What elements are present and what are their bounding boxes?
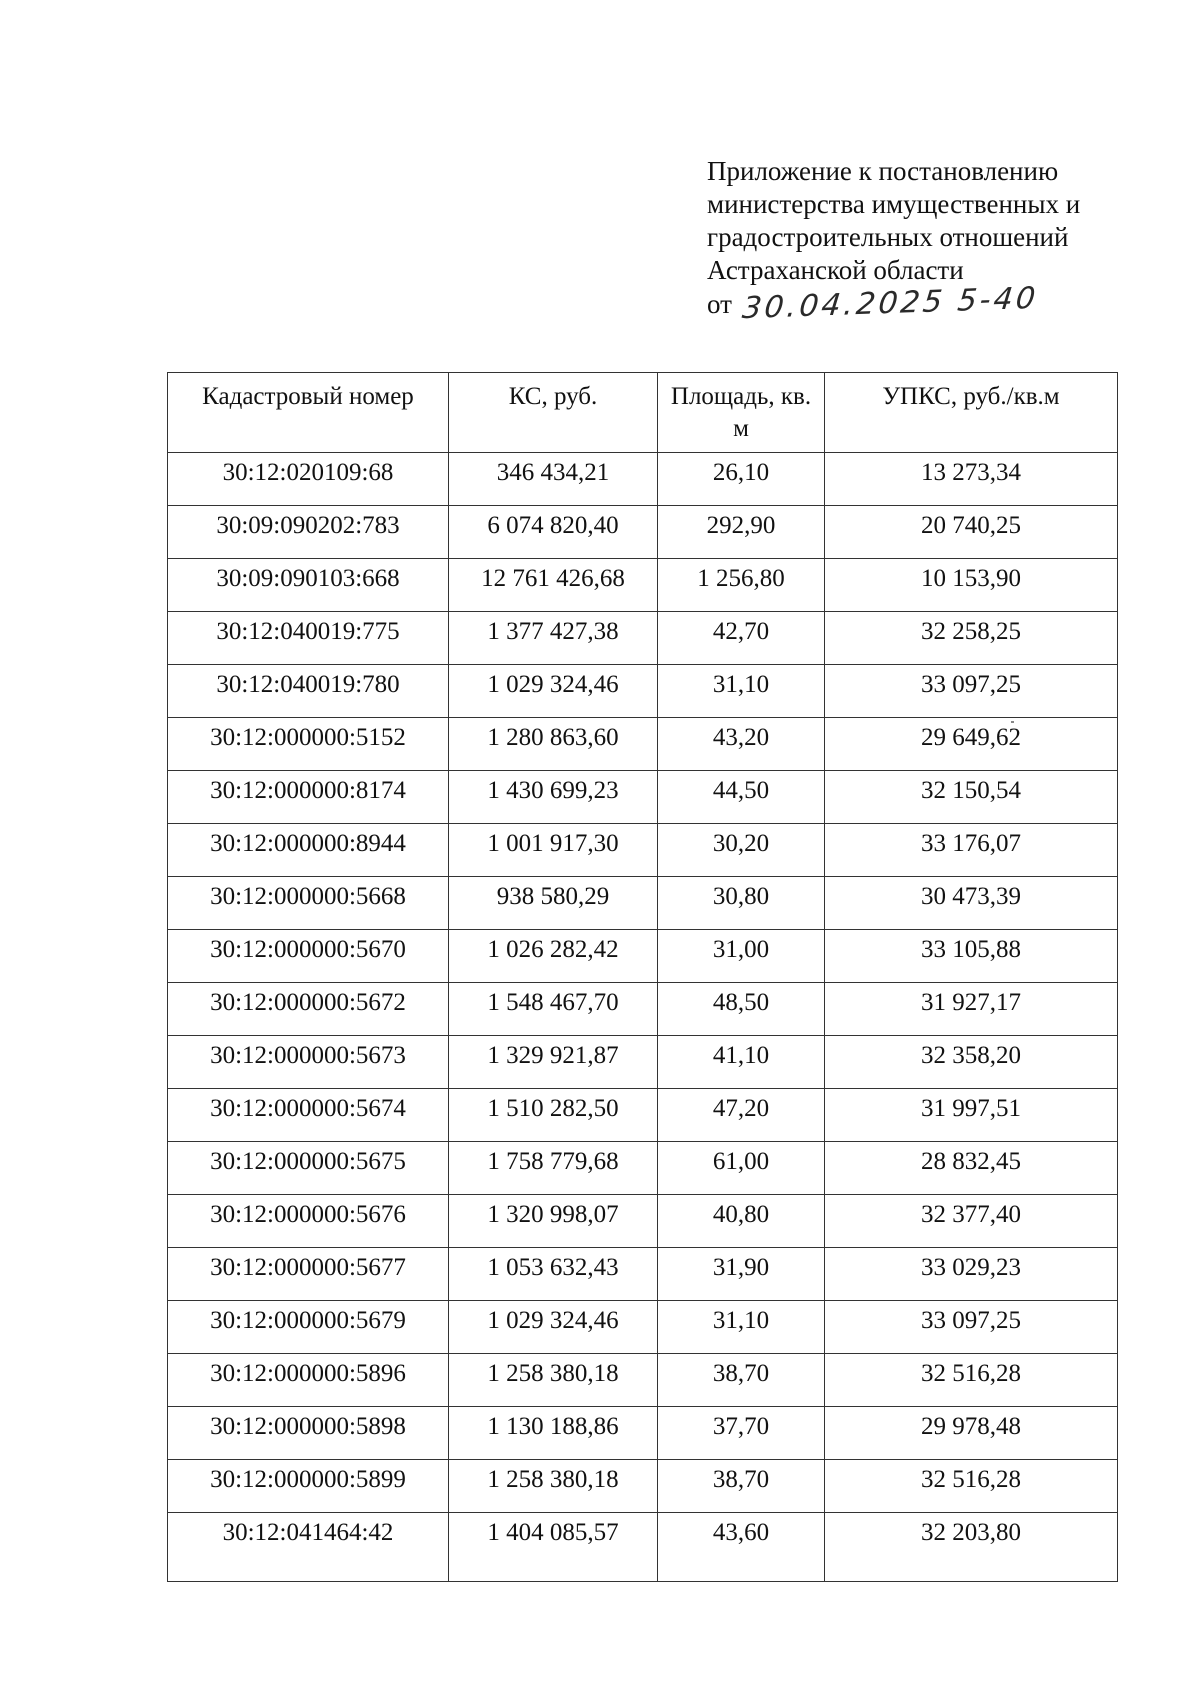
cadastral-number-cell: 30:12:000000:5675 bbox=[168, 1142, 449, 1195]
table-row bbox=[168, 453, 1118, 506]
unit-value-cell: 33 029,23 bbox=[825, 1248, 1118, 1301]
area-cell: 43,60 bbox=[658, 1513, 825, 1582]
area-cell: 61,00 bbox=[658, 1142, 825, 1195]
area-cell: 47,20 bbox=[658, 1089, 825, 1142]
cadastral-value-cell: 346 434,21 bbox=[449, 453, 658, 506]
unit-value-cell: 32 358,20 bbox=[825, 1036, 1118, 1089]
table-body bbox=[168, 453, 1118, 1582]
area-cell: 44,50 bbox=[658, 771, 825, 824]
handwritten-date-number: 30.04.2025 5-40 bbox=[740, 280, 1040, 327]
cadastral-number-cell: 30:12:000000:5676 bbox=[168, 1195, 449, 1248]
header-line-1: Приложение к постановлению bbox=[707, 156, 1059, 186]
table-row bbox=[168, 1513, 1118, 1582]
cadastral-value-cell: 1 329 921,87 bbox=[449, 1036, 658, 1089]
header-line-4: Астраханской области bbox=[707, 255, 964, 285]
header-line-2: министерства имущественных и bbox=[707, 189, 1081, 219]
date-prefix: от bbox=[707, 289, 732, 319]
table-row bbox=[168, 1089, 1118, 1142]
cadastral-value-cell: 1 320 998,07 bbox=[449, 1195, 658, 1248]
unit-value-cell: 13 273,34 bbox=[825, 453, 1118, 506]
cadastral-number-cell: 30:12:000000:5674 bbox=[168, 1089, 449, 1142]
cadastral-value-cell: 1 510 282,50 bbox=[449, 1089, 658, 1142]
table-row bbox=[168, 771, 1118, 824]
unit-value-cell: 32 516,28 bbox=[825, 1460, 1118, 1513]
cadastral-number-cell: 30:12:000000:5677 bbox=[168, 1248, 449, 1301]
cadastral-value-cell: 1 029 324,46 bbox=[449, 1301, 658, 1354]
table-row bbox=[168, 559, 1118, 612]
unit-value-cell: 29 649,62 bbox=[825, 718, 1118, 771]
header-line-3: градостроительных отношений bbox=[707, 222, 1069, 252]
cadastral-number-cell: 30:12:000000:5679 bbox=[168, 1301, 449, 1354]
table-row bbox=[168, 718, 1118, 771]
table-row bbox=[168, 1354, 1118, 1407]
area-cell: 1 256,80 bbox=[658, 559, 825, 612]
cadastral-number-cell: 30:12:000000:5672 bbox=[168, 983, 449, 1036]
cadastral-value-cell: 1 053 632,43 bbox=[449, 1248, 658, 1301]
cadastral-value-table bbox=[167, 372, 1118, 1582]
table-row bbox=[168, 1301, 1118, 1354]
unit-value-cell: 29 978,48 bbox=[825, 1407, 1118, 1460]
table-row bbox=[168, 1195, 1118, 1248]
document-header bbox=[707, 155, 1127, 327]
column-header-area: Площадь, кв. м bbox=[658, 373, 825, 453]
area-cell: 48,50 bbox=[658, 983, 825, 1036]
column-header-unit-value: УПКС, руб./кв.м bbox=[825, 373, 1118, 453]
cadastral-value-cell: 1 548 467,70 bbox=[449, 983, 658, 1036]
unit-value-cell: 33 105,88 bbox=[825, 930, 1118, 983]
table-row bbox=[168, 824, 1118, 877]
cadastral-value-cell: 12 761 426,68 bbox=[449, 559, 658, 612]
cadastral-value-cell: 6 074 820,40 bbox=[449, 506, 658, 559]
area-cell: 43,20 bbox=[658, 718, 825, 771]
cadastral-number-cell: 30:12:000000:5152 bbox=[168, 718, 449, 771]
cadastral-value-cell: 1 001 917,30 bbox=[449, 824, 658, 877]
cadastral-value-cell: 1 130 188,86 bbox=[449, 1407, 658, 1460]
area-cell: 26,10 bbox=[658, 453, 825, 506]
cadastral-value-cell: 1 377 427,38 bbox=[449, 612, 658, 665]
unit-value-cell: 32 377,40 bbox=[825, 1195, 1118, 1248]
area-cell: 31,10 bbox=[658, 1301, 825, 1354]
cadastral-number-cell: 30:12:040019:775 bbox=[168, 612, 449, 665]
cadastral-number-cell: 30:12:020109:68 bbox=[168, 453, 449, 506]
cadastral-value-cell: 1 258 380,18 bbox=[449, 1460, 658, 1513]
cadastral-value-cell: 1 758 779,68 bbox=[449, 1142, 658, 1195]
unit-value-cell: 10 153,90 bbox=[825, 559, 1118, 612]
cadastral-value-cell: 938 580,29 bbox=[449, 877, 658, 930]
unit-value-cell: 30 473,39 bbox=[825, 877, 1118, 930]
area-cell: 41,10 bbox=[658, 1036, 825, 1089]
cadastral-value-cell: 1 430 699,23 bbox=[449, 771, 658, 824]
area-cell: 40,80 bbox=[658, 1195, 825, 1248]
cadastral-number-cell: 30:12:000000:5670 bbox=[168, 930, 449, 983]
area-cell: 292,90 bbox=[658, 506, 825, 559]
cadastral-number-cell: 30:12:041464:42 bbox=[168, 1513, 449, 1582]
table-row bbox=[168, 1407, 1118, 1460]
cadastral-value-cell: 1 404 085,57 bbox=[449, 1513, 658, 1582]
table-row bbox=[168, 1142, 1118, 1195]
column-header-cadastral-number: Кадастровый номер bbox=[168, 373, 449, 453]
scan-artifact-mark bbox=[1011, 721, 1014, 723]
document-date-line bbox=[707, 280, 1127, 327]
table-row bbox=[168, 1248, 1118, 1301]
cadastral-number-cell: 30:12:000000:8944 bbox=[168, 824, 449, 877]
table-row bbox=[168, 612, 1118, 665]
area-cell: 37,70 bbox=[658, 1407, 825, 1460]
unit-value-cell: 28 832,45 bbox=[825, 1142, 1118, 1195]
cadastral-value-cell: 1 029 324,46 bbox=[449, 665, 658, 718]
area-cell: 31,90 bbox=[658, 1248, 825, 1301]
unit-value-cell: 33 176,07 bbox=[825, 824, 1118, 877]
cadastral-number-cell: 30:09:090103:668 bbox=[168, 559, 449, 612]
cadastral-number-cell: 30:12:000000:8174 bbox=[168, 771, 449, 824]
cadastral-value-cell: 1 280 863,60 bbox=[449, 718, 658, 771]
column-header-cadastral-value: КС, руб. bbox=[449, 373, 658, 453]
cadastral-number-cell: 30:12:000000:5896 bbox=[168, 1354, 449, 1407]
cadastral-number-cell: 30:12:000000:5899 bbox=[168, 1460, 449, 1513]
table-row bbox=[168, 1036, 1118, 1089]
table-row bbox=[168, 1460, 1118, 1513]
unit-value-cell: 20 740,25 bbox=[825, 506, 1118, 559]
unit-value-cell: 32 516,28 bbox=[825, 1354, 1118, 1407]
unit-value-cell: 32 203,80 bbox=[825, 1513, 1118, 1582]
table-row bbox=[168, 983, 1118, 1036]
cadastral-number-cell: 30:12:040019:780 bbox=[168, 665, 449, 718]
unit-value-cell: 31 997,51 bbox=[825, 1089, 1118, 1142]
area-cell: 38,70 bbox=[658, 1354, 825, 1407]
unit-value-cell: 33 097,25 bbox=[825, 665, 1118, 718]
cadastral-number-cell: 30:09:090202:783 bbox=[168, 506, 449, 559]
area-cell: 31,00 bbox=[658, 930, 825, 983]
unit-value-cell: 32 150,54 bbox=[825, 771, 1118, 824]
area-cell: 42,70 bbox=[658, 612, 825, 665]
unit-value-cell: 31 927,17 bbox=[825, 983, 1118, 1036]
unit-value-cell: 33 097,25 bbox=[825, 1301, 1118, 1354]
cadastral-number-cell: 30:12:000000:5673 bbox=[168, 1036, 449, 1089]
cadastral-number-cell: 30:12:000000:5668 bbox=[168, 877, 449, 930]
area-cell: 38,70 bbox=[658, 1460, 825, 1513]
table-row bbox=[168, 665, 1118, 718]
cadastral-number-cell: 30:12:000000:5898 bbox=[168, 1407, 449, 1460]
table-row bbox=[168, 506, 1118, 559]
table-header-row bbox=[168, 373, 1118, 453]
area-cell: 30,20 bbox=[658, 824, 825, 877]
unit-value-cell: 32 258,25 bbox=[825, 612, 1118, 665]
table-row bbox=[168, 930, 1118, 983]
cadastral-value-cell: 1 026 282,42 bbox=[449, 930, 658, 983]
cadastral-value-cell: 1 258 380,18 bbox=[449, 1354, 658, 1407]
area-cell: 31,10 bbox=[658, 665, 825, 718]
table-row bbox=[168, 877, 1118, 930]
area-cell: 30,80 bbox=[658, 877, 825, 930]
